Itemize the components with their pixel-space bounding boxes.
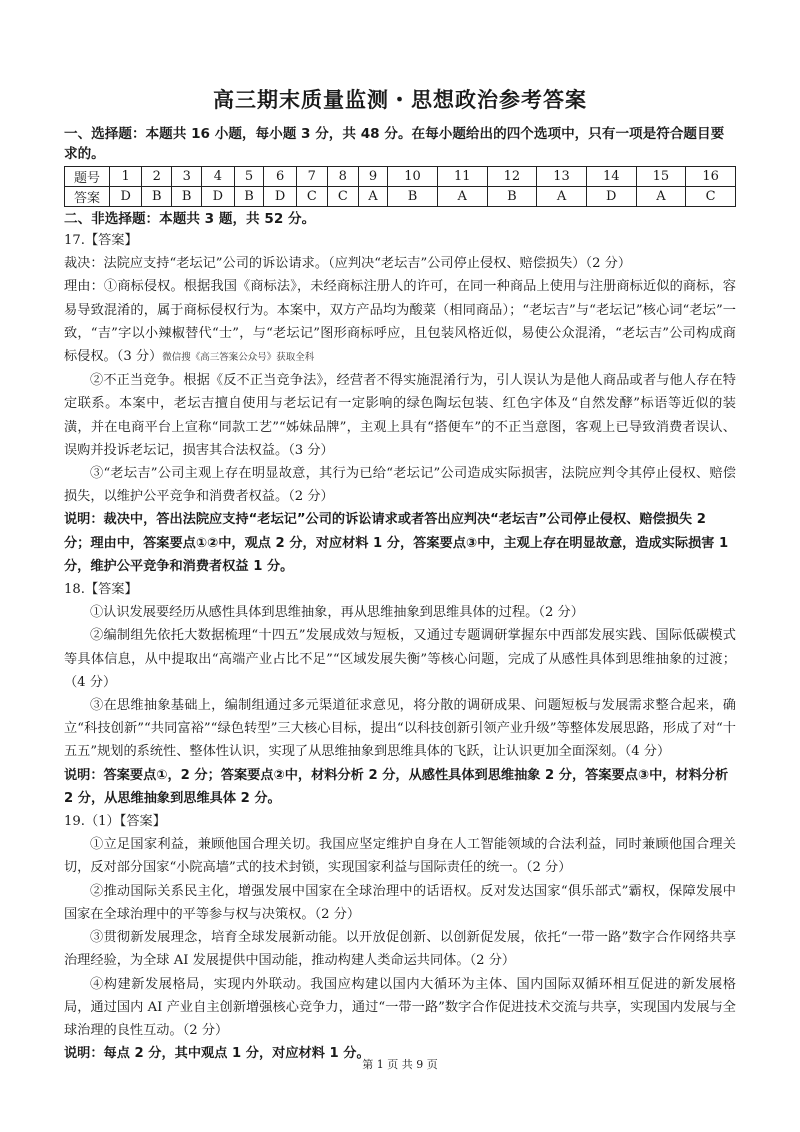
answer-cell: A <box>358 187 387 207</box>
row-label-answer: 答案 <box>65 187 110 207</box>
question-number: 7 <box>296 167 327 187</box>
page-footer: 第 1 页 共 9 页 <box>362 1058 438 1071</box>
answer-cell: D <box>110 187 142 207</box>
q17-verdict: 裁决：法院应支持“老坛记”公司的诉讼请求。（应判决“老坛吉”公司停止侵权、赔偿损失）（2 分） <box>64 256 632 272</box>
question-number: 1 <box>110 167 142 187</box>
answer-cell: D <box>264 187 296 207</box>
question-number: 15 <box>636 167 686 187</box>
answer-row <box>65 187 736 207</box>
question-number-row <box>65 167 736 187</box>
answer-cell: D <box>202 187 234 207</box>
question-number: 8 <box>327 167 358 187</box>
question-number: 2 <box>142 167 172 187</box>
question-number: 12 <box>487 167 537 187</box>
answer-table <box>64 166 736 207</box>
question-number: 10 <box>388 167 438 187</box>
answer-cell: C <box>686 187 736 207</box>
question-number: 11 <box>437 167 487 187</box>
answer-cell: C <box>327 187 358 207</box>
answer-cell: C <box>296 187 327 207</box>
answer-cell: D <box>586 187 636 207</box>
question-number: 9 <box>358 167 387 187</box>
q17-reason-1 <box>64 275 736 369</box>
q19-point-4: ④构建新发展格局，实现内外联动。我国应构建以国内大循环为主体、国内国际双循环相互促进的新发展格局，通过国内 AI 产业自主创新增强核心竞争力，通过“一带一路”数字合作促进技术交流与共享，实现国内发展与全球治理的良性互动。（2 分） <box>64 976 736 1038</box>
row-label-question: 题号 <box>65 167 110 187</box>
answer-cell: A <box>636 187 686 207</box>
question-number: 13 <box>537 167 587 187</box>
q19-note: 说明：每点 2 分，其中观点 1 分，对应材料 1 分。 <box>64 1046 370 1062</box>
q17-reason-2: ②不正当竞争。根据《反不正当竞争法》，经营者不得实施混淆行为，引人误认为是他人商品或者与他人存在特定联系。本案中，老坛吉擅自使用与老坛记有一定影响的绿色陶坛包装、红色字体及“自然发酵”标语等近似的装潢，并在电商平台上宣称“同款工艺”“姊妹品牌”，主观上具有“搭便车”的不正当意图，客观上已导致消费者误认、误购并投诉老坛记，损害其合法权益。（3 分） <box>64 373 736 458</box>
question-number: 3 <box>172 167 202 187</box>
answer-cell: A <box>537 187 587 207</box>
q17-label: 17.【答案】 <box>64 233 138 248</box>
section1-heading: 一、选择题：本题共 16 小题，每小题 3 分，共 48 分。在每小题给出的四个选项中，只有一项是符合题目要求的。 <box>64 126 725 162</box>
q18-point-2: ②编制组先依托大数据梳理“十四五”发展成效与短板，又通过专题调研掌握东中西部发展实践、国际低碳模式等具体信息，从中提取出“高端产业占比不足”“区域发展失衡”等核心问题，完成了从感性具体到思维抽象的过渡；（4 分） <box>64 628 736 690</box>
q18-point-3: ③在思维抽象基础上，编制组通过多元渠道征求意见，将分散的调研成果、问题短板与发展需求整合起来，确立“科技创新”“共同富裕”“绿色转型”三大核心目标，提出“以科技创新引领产业升级”等整体发展思路，形成了对“十五五”规划的系统性、整体性认识，实现了从思维抽象到思维具体的飞跃，让认识更加全面深刻。（4 分） <box>64 698 736 760</box>
answer-cell: A <box>437 187 487 207</box>
q18-point-1: ①认识发展要经历从感性具体到思维抽象，再从思维抽象到思维具体的过程。（2 分） <box>90 605 584 621</box>
q19-point-1: ①立足国家利益，兼顾他国合理关切。我国应坚定维护自身在人工智能领域的合法利益，同时兼顾他国合理关切，反对部分国家“小院高墙”式的技术封锁，实现国家利益与国际责任的统一。（2 分） <box>64 837 736 876</box>
section2-heading: 二、非选择题：本题共 3 题，共 52 分。 <box>64 211 316 227</box>
q17-reason-1-text: 理由：①商标侵权。根据我国《商标法》，未经商标注册人的许可，在同一种商品上使用与注册商标近似的商标，容易导致混淆的，属于商标侵权行为。本案中，双方产品均为酸菜（相同商品）；“老坛吉”与“老坛记”核心词“老坛”一致，“吉”字以小辣椒替代“士”，与“老坛记”图形商标呼应，且包装风格近似，易使公众混淆，“老坛吉”公司构成商标侵权。（3 分） <box>64 279 736 365</box>
question-number: 16 <box>686 167 736 187</box>
q19-point-3: ③贯彻新发展理念，培育全球发展新动能。以开放促创新、以创新促发展，依托“一带一路”数字合作网络共享治理经验，为全球 AI 发展提供中国动能，推动构建人类命运共同体。（2 分） <box>64 930 736 969</box>
q19-label: 19.（1）【答案】 <box>64 814 166 830</box>
q18-label: 18.【答案】 <box>64 582 138 598</box>
q17-note: 说明：裁决中，答出法院应支持“老坛记”公司的诉讼请求或者答出应判决“老坛吉”公司停止侵权、赔偿损失 2 分；理由中，答案要点①②中，观点 2 分，对应材料 1 分，答案要点③中，主观上存在明显故意，造成实际损害 1 分，维护公平竞争和消费者权益 1 分。 <box>64 512 729 574</box>
answer-cell: B <box>388 187 438 207</box>
answer-cell: B <box>142 187 172 207</box>
answer-sheet-page <box>64 84 736 1065</box>
q19-point-2: ②推动国际关系民主化，增强发展中国家在全球治理中的话语权。反对发达国家“俱乐部式”霸权，保障发展中国家在全球治理中的平等参与权与决策权。（2 分） <box>64 883 736 922</box>
answer-cell: B <box>234 187 264 207</box>
answer-cell: B <box>487 187 537 207</box>
question-number: 5 <box>234 167 264 187</box>
question-number: 4 <box>202 167 234 187</box>
watermark-text: 微信搜《高三答案公众号》获取全科 <box>162 352 315 364</box>
q17-reason-3: ③“老坛吉”公司主观上存在明显故意，其行为已给“老坛记”公司造成实际损害，法院应判令其停止侵权、赔偿损失，以维护公平竞争和消费者权益。（2 分） <box>64 466 736 505</box>
page-title: 高三期末质量监测・思想政治参考答案 <box>213 88 587 112</box>
question-number: 14 <box>586 167 636 187</box>
question-number: 6 <box>264 167 296 187</box>
q18-note: 说明：答案要点①，2 分；答案要点②中，材料分析 2 分，从感性具体到思维抽象 2 分，答案要点③中，材料分析 2 分，从思维抽象到思维具体 2 分。 <box>64 767 729 806</box>
answer-cell: B <box>172 187 202 207</box>
